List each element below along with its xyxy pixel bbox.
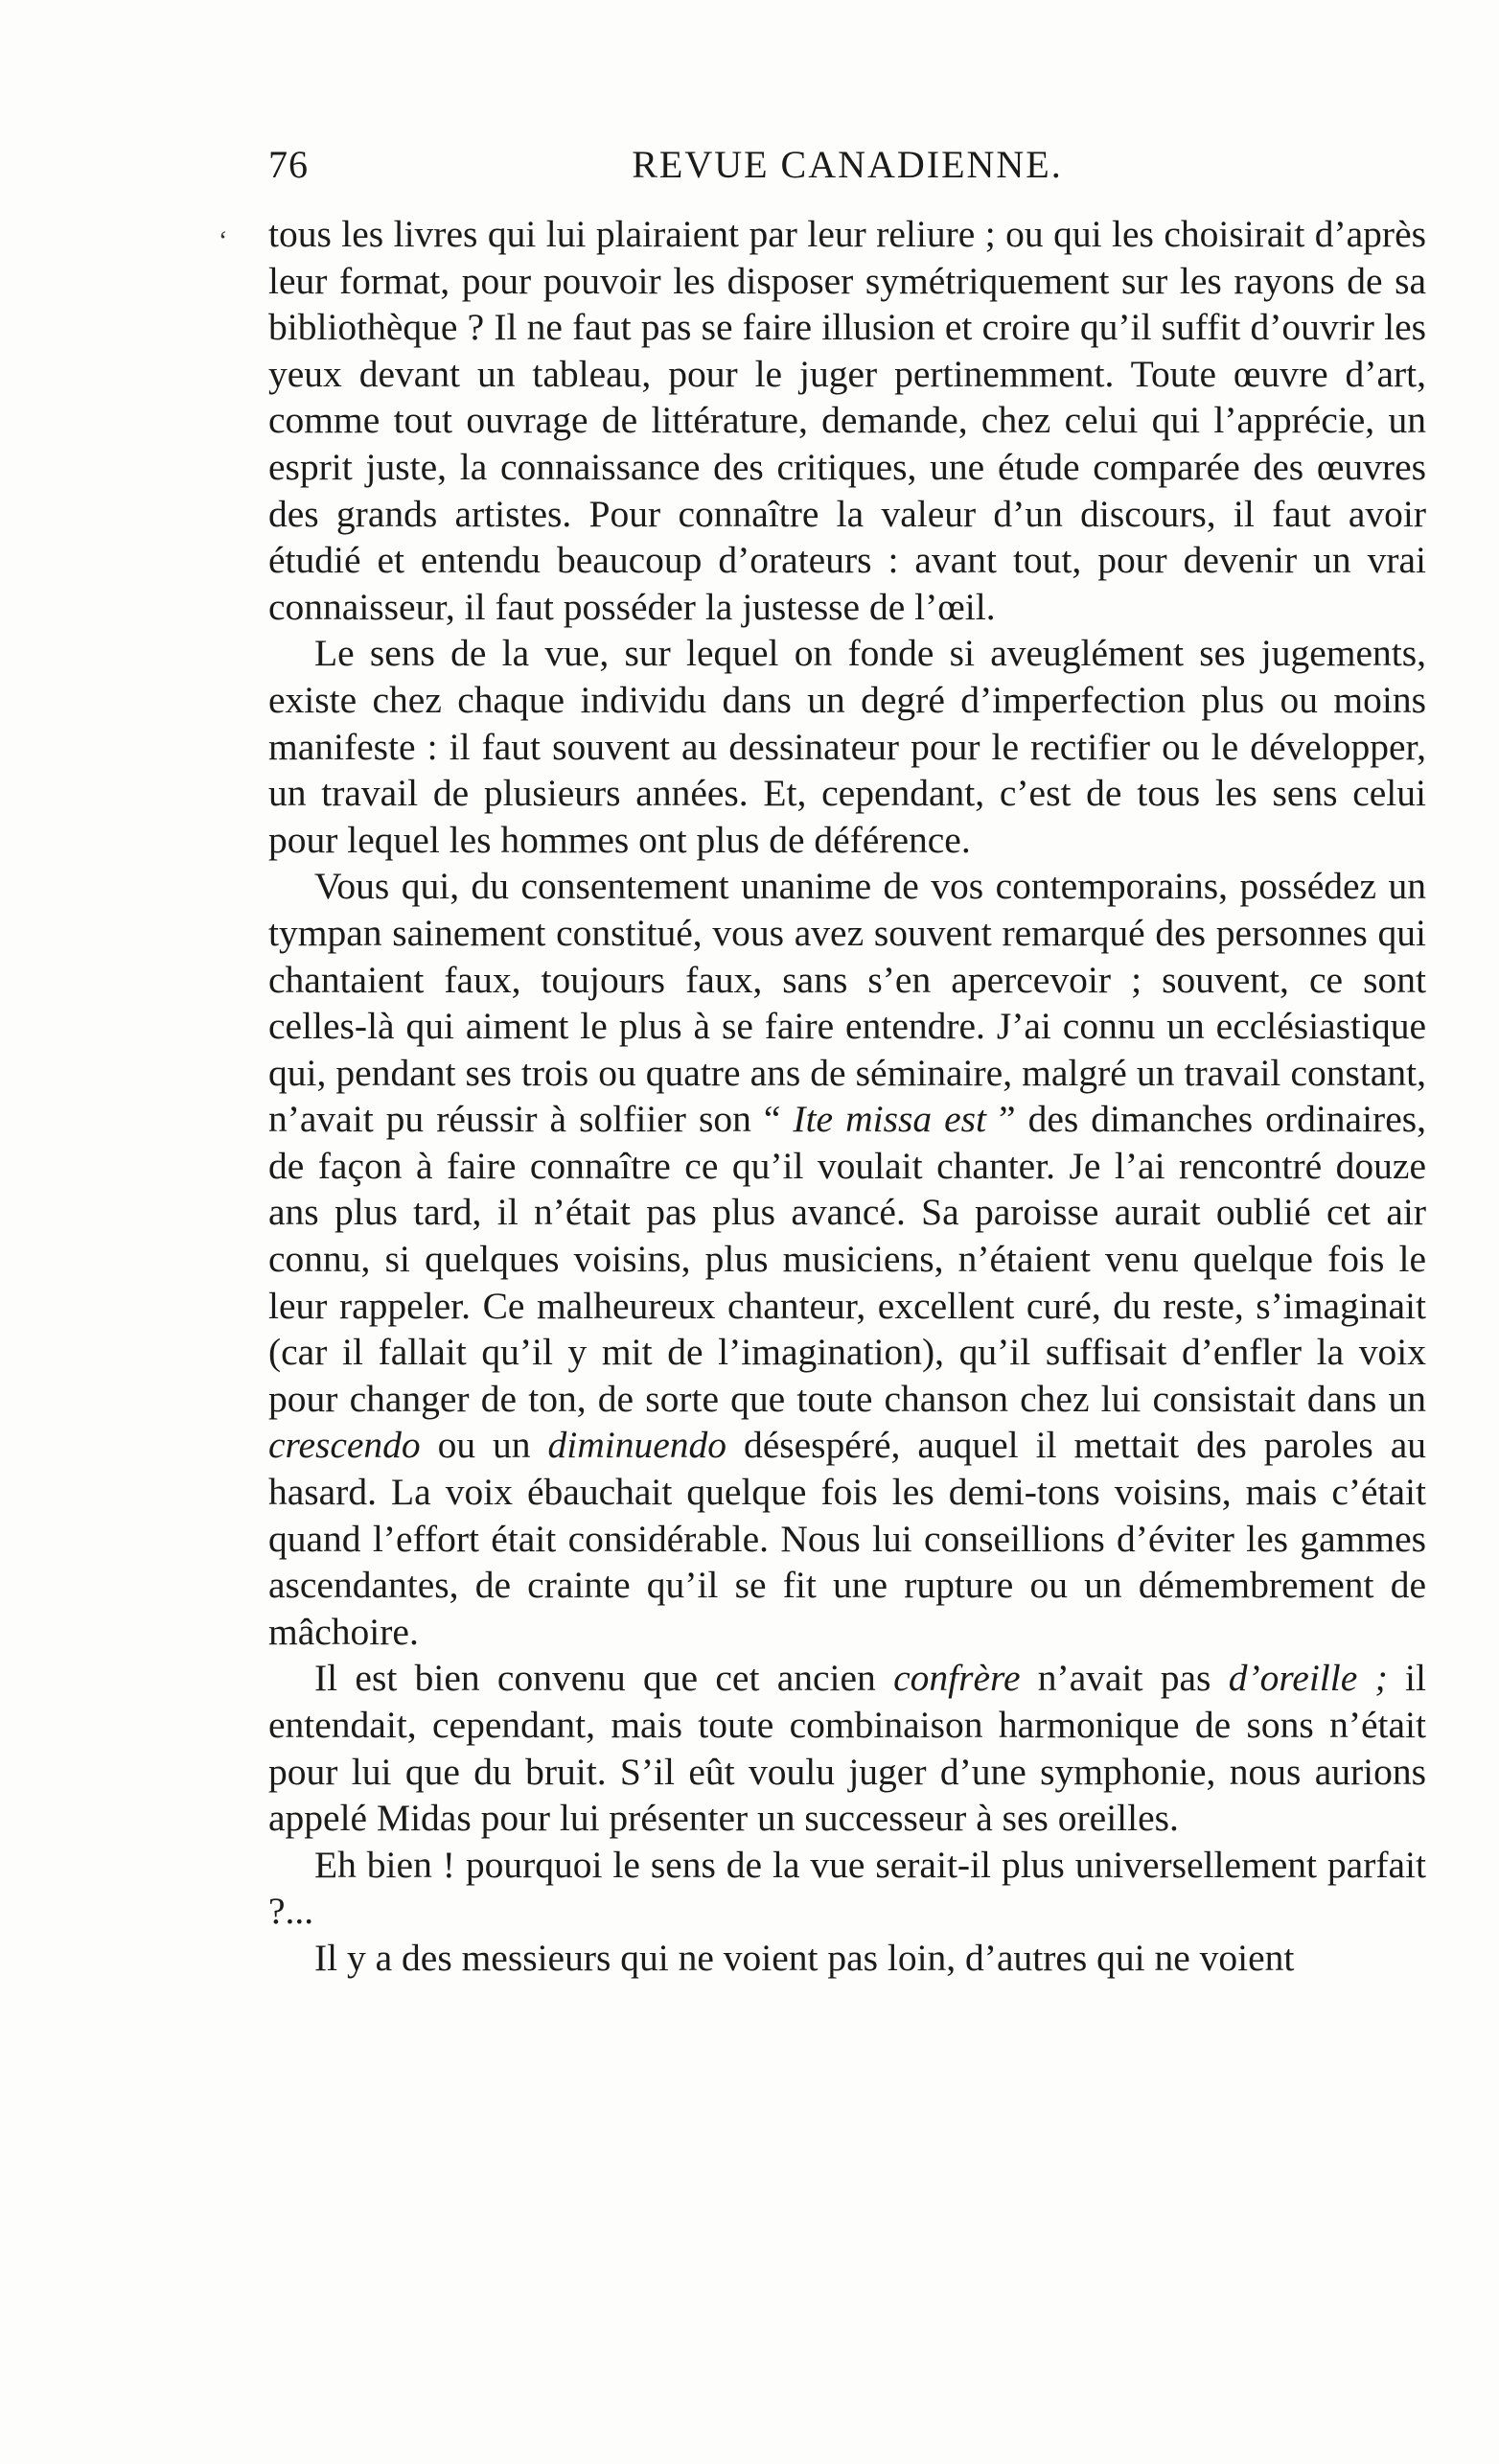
paragraph-text: il entendait, cependant, mais toute combinaison harmonique de sons n’était pour lui que du bruit. S’il eût voulu juger d’une symphonie, nous aurions appelé Midas pour lui présenter un successeur à ses oreilles. — [268, 1657, 1427, 1840]
italic-text: confrère — [893, 1657, 1021, 1700]
paragraph — [268, 863, 1426, 1655]
italic-text: d’oreille ; — [1228, 1657, 1388, 1700]
italic-text: diminuendo — [547, 1424, 727, 1467]
page-number: 76 — [268, 143, 309, 186]
paragraph-text: Eh bien ! pourquoi le sens de la vue serait-il plus universellement parfait ?... — [268, 1843, 1426, 1933]
running-title: REVUE CANADIENNE. — [632, 143, 1063, 186]
paragraph-text: tous les livres qui lui plairaient par leur reliure ; ou qui les choisirait d’après leur format, pour pouvoir les disposer symétriquement sur les rayons de sa bibliothèque ? Il ne faut pas se faire illusion et croire qu’il suffit d’ouvrir les yeux devant un tableau, pour le juger pertinemment. Toute œuvre d’art, comme tout ouvrage de littérature, demande, chez celui qui l’apprécie, un esprit juste, la connaissance des critiques, une étude comparée des œuvres des grands artistes. Pour connaître la valeur d’un discours, il faut avoir étudié et entendu beaucoup d’orateurs : avant tout, pour devenir un vrai connaisseur, il faut posséder la justesse de l’œil. — [268, 213, 1426, 628]
paragraph-text: Le sens de la vue, sur lequel on fonde si aveuglément ses jugements, existe chez chaque individu dans un degré d’imperfection plus ou moins manifeste : il faut souvent au dessinateur pour le rectifier ou le développer, un travail de plusieurs années. Et, cependant, c’est de tous les sens celui pour lequel les hommes ont plus de déférence. — [268, 632, 1426, 861]
paragraph-text: Vous qui, du consentement unanime de vos contemporains, possédez un tympan sainement constitué, vous avez souvent remarqué des personnes qui chantaient faux, toujours faux, sans s’en apercevoir ; souvent, ce sont celles-là qui aiment le plus à se faire entendre. J’ai connu un ecclésiastique qui, pendant ses trois ou quatre ans de séminaire, malgré un travail constant, n’avait pu réussir à solfiier son “ — [268, 865, 1426, 1141]
paragraph-text: désespéré, auquel il mettait des paroles au hasard. La voix ébauchait quelque fois les demi-tons voisins, mais c’était quand l’effort était considérable. Nous lui conseillions d’éviter les gammes ascendantes, de crainte qu’il se fit une rupture ou un démembrement de mâchoire. — [268, 1424, 1427, 1653]
paragraph — [268, 1842, 1426, 1935]
page-header — [268, 142, 1426, 199]
paragraph-text: Il y a des messieurs qui ne voient pas loin, d’autres qui ne voient — [314, 1936, 1295, 1979]
paragraph-text: ” des dimanches ordinaires, de façon à faire connaître ce qu’il voulait chanter. Je l’ai rencontré douze ans plus tard, il n’était pas plus avancé. Sa paroisse aurait oublié cet air connu, si quelques voisins, plus musiciens, n’étaient venu quelque fois le leur rappeler. Ce malheureux chanteur, excellent curé, du reste, s’imaginait (car il fallait qu’il y mit de l’imagination), qu’il suffisait d’enfler la voix pour changer de ton, de sorte que toute chanson chez lui consistait dans un — [268, 1098, 1426, 1420]
paragraph — [268, 211, 1426, 630]
paragraph-text: Il est bien convenu que cet ancien — [314, 1657, 894, 1700]
paragraph — [268, 630, 1426, 863]
paragraph — [268, 1935, 1426, 1982]
body-text — [268, 211, 1426, 1982]
italic-text: Ite missa est — [793, 1098, 986, 1141]
paragraph-text: n’avait pas — [1020, 1657, 1229, 1700]
paragraph — [268, 1655, 1426, 1841]
margin-mark: ‘ — [219, 226, 228, 256]
italic-text: crescendo — [268, 1424, 421, 1467]
paragraph-text: ou un — [420, 1424, 548, 1467]
